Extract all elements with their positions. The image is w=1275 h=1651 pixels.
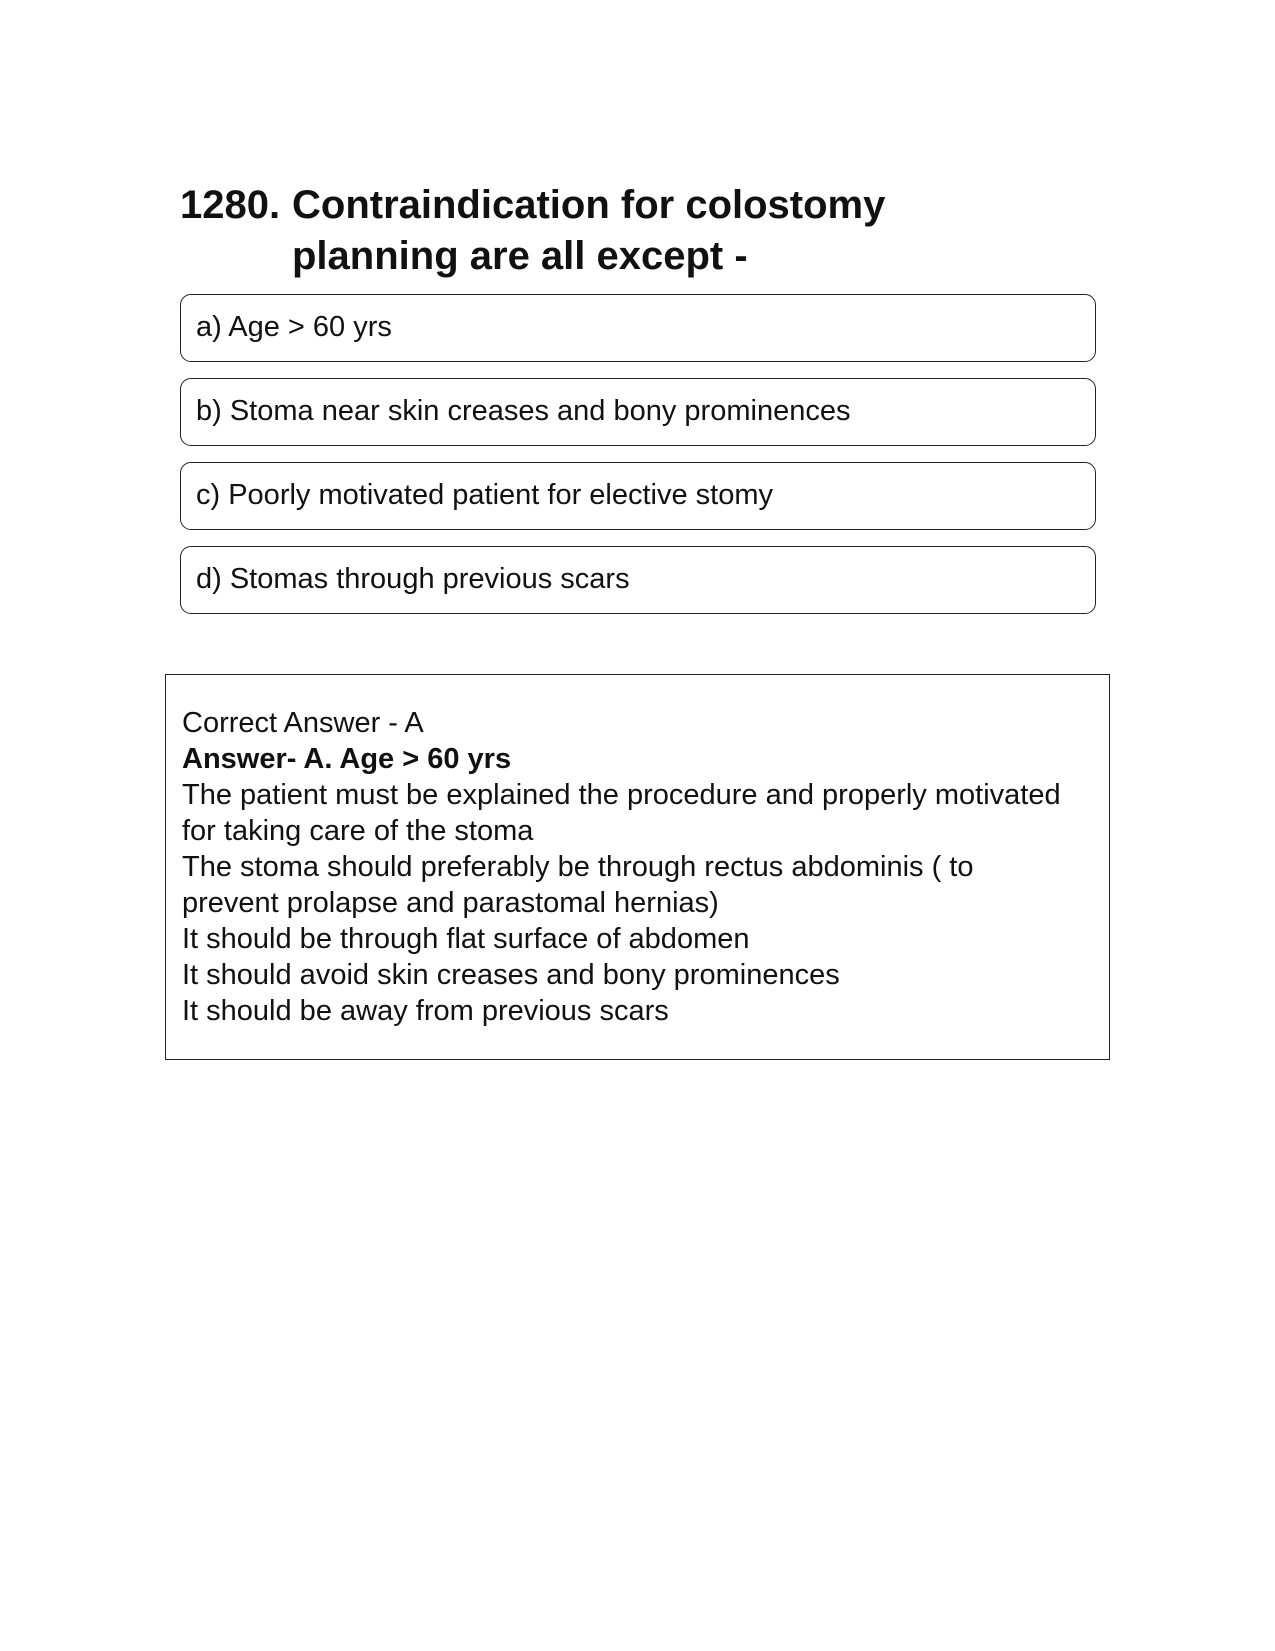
option-d[interactable]: d) Stomas through previous scars bbox=[180, 546, 1096, 614]
explanation-line: The patient must be explained the procedure and properly motivated bbox=[182, 779, 1061, 811]
explanation-line: It should avoid skin creases and bony prominences bbox=[182, 959, 840, 991]
option-c[interactable]: c) Poorly motivated patient for elective stomy bbox=[180, 462, 1096, 530]
explanation-line: The stoma should preferably be through rectus abdominis ( to bbox=[182, 851, 974, 883]
option-b[interactable]: b) Stoma near skin creases and bony prominences bbox=[180, 378, 1096, 446]
explanation-line: It should be through flat surface of abdomen bbox=[182, 923, 750, 955]
explanation-line: prevent prolapse and parastomal hernias) bbox=[182, 887, 719, 919]
question-text-line: planning are all except - bbox=[292, 234, 748, 278]
answer-options bbox=[180, 294, 1096, 630]
question-text bbox=[292, 180, 932, 282]
option-a[interactable]: a) Age > 60 yrs bbox=[180, 294, 1096, 362]
explanation-line: for taking care of the stoma bbox=[182, 815, 534, 847]
answer-heading: Answer- A. Age > 60 yrs bbox=[182, 743, 512, 775]
explanation-line: It should be away from previous scars bbox=[182, 995, 669, 1027]
answer-explanation-box bbox=[165, 674, 1110, 1060]
question-heading bbox=[180, 180, 1080, 282]
question-number: 1280. bbox=[180, 183, 281, 227]
correct-answer-line: Correct Answer - A bbox=[182, 707, 424, 739]
question-text-line: Contraindication for colostomy bbox=[292, 183, 886, 227]
